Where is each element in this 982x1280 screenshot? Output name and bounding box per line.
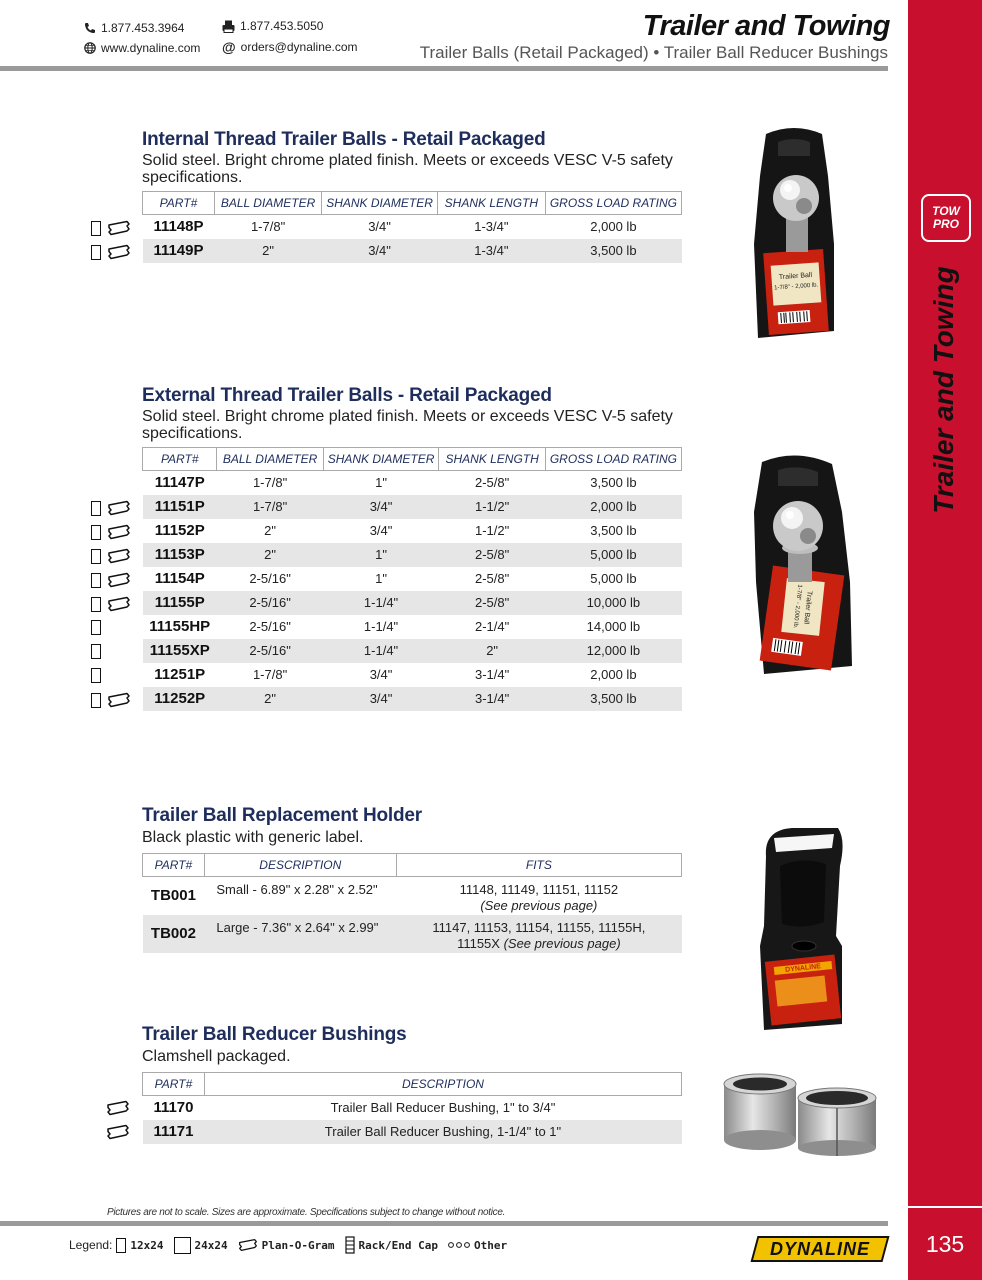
shank-diameter: 3/4"	[368, 219, 391, 235]
shank-length: 1-3/4"	[437, 239, 545, 263]
col-header-shank-length: SHANK LENGTH	[437, 192, 545, 215]
row-icons	[106, 1124, 130, 1140]
part-number: 11151P	[143, 495, 217, 519]
gross-load: 2,000 lb	[590, 667, 637, 682]
12x24-icon	[91, 525, 101, 540]
ball-diameter: 1-7/8"	[252, 667, 288, 682]
part-number: 11171	[143, 1120, 205, 1144]
legend	[69, 1236, 507, 1254]
part-number: 11251P	[154, 666, 206, 683]
col-header-gross-load: GROSS LOAD RATING	[545, 192, 681, 215]
table-row[interactable]	[143, 519, 682, 543]
phone-icon	[84, 22, 96, 34]
ball-diameter: 1-7/8"	[252, 475, 288, 491]
internal-section-title: Internal Thread Trailer Balls - Retail Packaged	[142, 129, 546, 150]
legend-label: Legend:	[69, 1238, 113, 1252]
12x24-icon	[91, 668, 101, 683]
shank-diameter: 1-1/4"	[323, 591, 439, 615]
shank-diameter: 1-1/4"	[323, 639, 439, 663]
dynaline-logo	[751, 1236, 890, 1262]
table-row[interactable]	[143, 543, 682, 567]
gross-load: 12,000 lb	[545, 639, 681, 663]
row-icons	[91, 524, 131, 540]
tow-pro-logo-text: TOW PRO	[932, 204, 960, 231]
package-label: Trailer Ball	[778, 271, 813, 282]
ball-diameter: 1-7/8"	[217, 495, 323, 519]
gross-load: 5,000 lb	[545, 543, 681, 567]
external-section-description: Solid steel. Bright chrome plated finish. Meets or exceeds VESC V-5 safety specifications.	[142, 408, 673, 442]
12x24-icon	[91, 597, 101, 612]
external-section-title: External Thread Trailer Balls - Retail Packaged	[142, 385, 552, 406]
table-row[interactable]	[143, 215, 682, 239]
table-header-row	[143, 192, 682, 215]
shank-diameter: 1"	[323, 543, 439, 567]
table-row[interactable]	[143, 877, 682, 915]
row-icons	[91, 500, 131, 516]
shank-length: 3-1/4"	[439, 687, 545, 711]
side-tab-label: Trailer and Towing	[928, 266, 959, 514]
shank-diameter: 3/4"	[369, 523, 393, 538]
shank-length: 3-1/4"	[474, 667, 510, 682]
12x24-icon	[91, 221, 101, 236]
globe-icon	[84, 42, 96, 54]
fits-parts: 11147, 11153, 11154, 11155, 11155H,	[432, 919, 646, 935]
row-icons	[91, 644, 101, 659]
tow-pro-logo	[921, 194, 971, 242]
fits	[396, 877, 681, 915]
part-number: 11155P	[143, 591, 217, 615]
ball-diameter: 2-5/16"	[249, 571, 291, 586]
part-number: 11155HP	[149, 618, 211, 635]
12x24-icon	[91, 620, 101, 635]
maple-leaf-icon	[934, 1158, 968, 1192]
ball-diameter: 2"	[217, 543, 323, 567]
shank-length: 2"	[439, 639, 545, 663]
ball-diameter: 2"	[217, 687, 323, 711]
col-header-description: DESCRIPTION	[204, 854, 396, 877]
part-number: 11170	[153, 1099, 194, 1117]
shank-length: 1-1/2"	[474, 523, 510, 538]
plan-o-gram-icon	[107, 548, 131, 564]
legend-item-plan-o-gram: Plan-O-Gram	[261, 1238, 335, 1252]
phone-row	[84, 21, 184, 35]
internal-section-description: Solid steel. Bright chrome plated finish. Meets or exceeds VESC V-5 safety specifications.	[142, 152, 673, 186]
disclaimer-note: Pictures are not to scale. Sizes are approximate. Specifications subject to change without notice.	[107, 1207, 506, 1218]
table-row[interactable]	[143, 663, 682, 687]
table-row[interactable]	[143, 567, 682, 591]
plan-o-gram-icon	[107, 500, 131, 516]
12x24-icon	[91, 644, 101, 659]
side-tab	[908, 0, 982, 1206]
gross-load: 5,000 lb	[590, 571, 637, 586]
part-number: 11147P	[154, 474, 205, 492]
holder-section-description: Black plastic with generic label.	[142, 829, 364, 846]
website-link[interactable]: www.dynaline.com	[101, 41, 201, 55]
at-icon: @	[222, 39, 236, 55]
plan-o-gram-icon	[106, 1124, 130, 1140]
part-number: 11152P	[154, 522, 205, 539]
row-icons	[91, 668, 101, 683]
dynaline-logo-text: DYNALINE	[769, 1239, 870, 1259]
col-header-part: PART#	[143, 854, 205, 877]
col-header-part: PART#	[143, 1073, 205, 1096]
table-row[interactable]	[143, 495, 682, 519]
col-header-description: DESCRIPTION	[204, 1073, 681, 1096]
bushings-spec-table	[142, 1072, 682, 1144]
website-row	[84, 41, 200, 55]
page-number: 135	[908, 1208, 982, 1280]
row-icons	[91, 244, 131, 260]
col-header-part: PART#	[143, 448, 217, 471]
legend-item-other: Other	[473, 1238, 508, 1252]
bushings-section-description: Clamshell packaged.	[142, 1048, 291, 1065]
col-header-part: PART#	[143, 192, 215, 215]
table-row[interactable]	[143, 915, 682, 953]
shank-diameter: 1-1/4"	[363, 619, 399, 634]
shank-diameter: 3/4"	[323, 687, 439, 711]
rack-end-cap-icon	[345, 1236, 355, 1254]
table-row[interactable]	[143, 1120, 682, 1144]
internal-trailer-ball-image	[748, 126, 840, 338]
legend-item-12x24: 12x24	[130, 1238, 164, 1252]
plan-o-gram-icon	[107, 524, 131, 540]
col-header-ball-diameter: BALL DIAMETER	[217, 448, 323, 471]
part-number: TB001	[150, 887, 196, 905]
fits-parts-cont: 11155X	[457, 935, 504, 951]
description: Small - 6.89" x 2.28" x 2.52"	[216, 882, 378, 897]
package-label: Trailer Ball	[802, 590, 813, 625]
part-number: 11148P	[153, 218, 204, 236]
plan-o-gram-icon	[106, 1100, 130, 1116]
gross-load: 2,000 lb	[590, 219, 637, 235]
fax-number[interactable]: 1.877.453.5050	[240, 19, 324, 33]
table-row[interactable]	[143, 615, 682, 639]
bushings-section-title: Trailer Ball Reducer Bushings	[142, 1024, 407, 1045]
part-number: 11153P	[143, 543, 217, 567]
email-link[interactable]: orders@dynaline.com	[240, 40, 358, 54]
part-number: 11252P	[143, 687, 217, 711]
internal-spec-table	[142, 191, 682, 263]
plan-o-gram-icon	[238, 1238, 258, 1252]
12x24-icon	[116, 1238, 126, 1253]
gross-load: 3,500 lb	[545, 687, 681, 711]
table-header-row	[143, 854, 682, 877]
row-icons	[91, 572, 131, 588]
24x24-icon	[174, 1237, 191, 1254]
shank-diameter: 1"	[375, 571, 387, 586]
gross-load: 14,000 lb	[586, 619, 641, 634]
table-row[interactable]	[143, 591, 682, 615]
other-icon	[448, 1241, 470, 1249]
ball-diameter: 2-5/16"	[217, 591, 323, 615]
plan-o-gram-icon	[107, 220, 131, 236]
holder-spec-table	[142, 853, 682, 953]
col-header-shank-diameter: SHANK DIAMETER	[323, 448, 439, 471]
part-number: TB002	[143, 915, 205, 953]
12x24-icon	[91, 549, 101, 564]
gross-load: 3,500 lb	[590, 475, 637, 491]
col-header-ball-diameter: BALL DIAMETER	[214, 192, 321, 215]
ball-diameter: 2"	[214, 239, 321, 263]
fits-note: (See previous page)	[480, 898, 598, 913]
svg-text:1-7/8" - 2,000 lb.: 1-7/8" - 2,000 lb.	[773, 282, 819, 292]
plan-o-gram-icon	[107, 244, 131, 260]
legend-item-rack-end-cap: Rack/End Cap	[358, 1238, 438, 1252]
fits	[396, 915, 681, 953]
row-icons	[91, 548, 131, 564]
row-icons	[91, 620, 101, 635]
bushings-image	[718, 1070, 886, 1156]
plan-o-gram-icon	[107, 572, 131, 588]
table-row[interactable]	[143, 1096, 682, 1120]
table-header-row	[143, 1073, 682, 1096]
plan-o-gram-icon	[107, 596, 131, 612]
svg-text:1-7/8" - 2,000 lb.: 1-7/8" - 2,000 lb.	[791, 584, 803, 629]
ball-diameter: 2-5/16"	[217, 639, 323, 663]
shank-length: 2-5/8"	[474, 475, 510, 491]
email-row	[222, 39, 358, 55]
shank-length: 1-3/4"	[474, 219, 509, 235]
table-row[interactable]	[143, 639, 682, 663]
shank-length: 1-1/2"	[439, 495, 545, 519]
description: Trailer Ball Reducer Bushing, 1-1/4" to 1"	[204, 1120, 681, 1144]
holder-brand-label: DYNALINE	[784, 963, 822, 974]
shank-diameter: 3/4"	[323, 495, 439, 519]
header-divider	[0, 66, 888, 71]
12x24-icon	[91, 573, 101, 588]
gross-load: 3,500 lb	[545, 239, 681, 263]
col-header-shank-diameter: SHANK DIAMETER	[322, 192, 438, 215]
gross-load: 3,500 lb	[590, 523, 637, 538]
row-icons	[91, 220, 131, 236]
shank-diameter: 3/4"	[322, 239, 438, 263]
shank-length: 2-5/8"	[439, 543, 545, 567]
12x24-icon	[91, 693, 101, 708]
shank-length: 2-5/8"	[474, 571, 510, 586]
col-header-gross-load: GROSS LOAD RATING	[545, 448, 681, 471]
part-number: 11149P	[143, 239, 215, 263]
col-header-shank-length: SHANK LENGTH	[439, 448, 545, 471]
shank-diameter: 3/4"	[369, 667, 393, 682]
table-row[interactable]	[143, 239, 682, 263]
12x24-icon	[91, 245, 101, 260]
fax-icon	[222, 20, 235, 33]
footer-divider	[0, 1221, 888, 1226]
table-header-row	[143, 448, 682, 471]
phone-number[interactable]: 1.877.453.3964	[101, 21, 185, 35]
page-subtitle: Trailer Balls (Retail Packaged) • Trailer Ball Reducer Bushings	[419, 43, 888, 62]
plan-o-gram-icon	[107, 692, 131, 708]
fax-row	[222, 19, 323, 33]
shank-diameter: 1"	[375, 475, 387, 491]
description: Large - 7.36" x 2.64" x 2.99"	[204, 915, 396, 953]
part-number: 11154P	[154, 570, 205, 587]
row-icons	[91, 596, 131, 612]
shank-length: 2-1/4"	[474, 619, 510, 634]
part-number: 11155XP	[143, 639, 217, 663]
description: Trailer Ball Reducer Bushing, 1" to 3/4"	[330, 1100, 556, 1116]
ball-diameter: 1-7/8"	[250, 219, 286, 235]
external-spec-table	[142, 447, 682, 711]
gross-load: 10,000 lb	[545, 591, 681, 615]
col-header-fits: FITS	[396, 854, 681, 877]
row-icons	[91, 692, 131, 708]
page-title: Trailer and Towing	[642, 10, 890, 42]
holder-image	[752, 826, 846, 1032]
external-trailer-ball-image	[748, 452, 856, 676]
table-row[interactable]	[143, 471, 682, 495]
row-icons	[106, 1100, 130, 1116]
ball-diameter: 2-5/16"	[249, 619, 291, 634]
table-row[interactable]	[143, 687, 682, 711]
legend-item-24x24: 24x24	[194, 1238, 228, 1252]
12x24-icon	[91, 501, 101, 516]
ball-diameter: 2"	[264, 523, 276, 538]
gross-load: 2,000 lb	[545, 495, 681, 519]
fits-note: (See previous page)	[503, 935, 621, 951]
holder-section-title: Trailer Ball Replacement Holder	[142, 805, 422, 826]
fits-parts: 11148, 11149, 11151, 11152	[459, 882, 619, 897]
shank-length: 2-5/8"	[439, 591, 545, 615]
